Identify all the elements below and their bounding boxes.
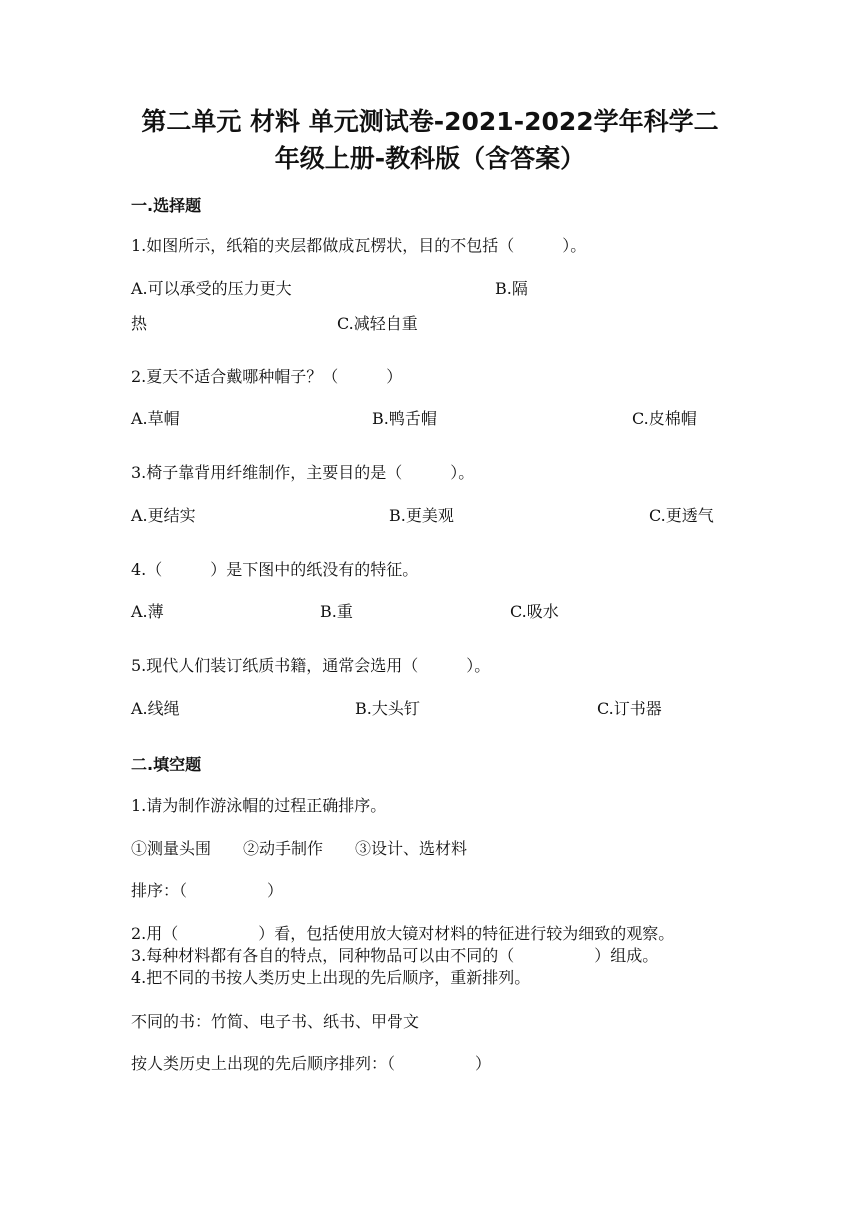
question-2-option-b: B.鸭舌帽 <box>372 409 437 428</box>
question-3-option-b: B.更美观 <box>389 506 454 525</box>
question-4-stem: 4.（ ）是下图中的纸没有的特征。 <box>131 560 419 579</box>
section-heading-choice: 一.选择题 <box>131 196 202 215</box>
question-2-option-a: A.草帽 <box>131 409 180 428</box>
question-3-option-c: C.更透气 <box>649 506 714 525</box>
title-line-2: 年级上册-教科版（含答案） <box>274 144 586 173</box>
question-2-stem: 2.夏天不适合戴哪种帽子？（ ） <box>131 367 403 386</box>
fill-question-4-books: 不同的书：竹简、电子书、纸书、甲骨文 <box>131 1012 420 1031</box>
document-title <box>60 103 800 177</box>
fill-question-1-answer: 排序：（ ） <box>131 881 284 900</box>
question-4-option-b: B.重 <box>320 602 353 621</box>
question-4-option-c: C.吸水 <box>510 602 559 621</box>
section-heading-fill-blank: 二.填空题 <box>131 755 202 774</box>
fill-question-1-steps: ①测量头围 ②动手制作 ③设计、选材料 <box>131 839 468 858</box>
fill-question-3: 3.每种材料都有各自的特点，同种物品可以由不同的（ ）组成。 <box>131 946 659 965</box>
fill-question-4-stem: 4.把不同的书按人类历史上出现的先后顺序，重新排列。 <box>131 968 531 987</box>
question-1-option-a: A.可以承受的压力更大 <box>131 279 292 298</box>
question-3-stem: 3.椅子靠背用纤维制作，主要目的是（ ）。 <box>131 463 475 482</box>
question-3-option-a: A.更结实 <box>131 506 196 525</box>
question-1-option-b-part1: B.隔 <box>495 279 528 298</box>
fill-question-1-stem: 1.请为制作游泳帽的过程正确排序。 <box>131 796 387 815</box>
question-1-option-c: C.减轻自重 <box>337 314 418 333</box>
question-5-option-b: B.大头钉 <box>355 699 420 718</box>
question-1-stem: 1.如图所示，纸箱的夹层都做成瓦楞状，目的不包括（ ）。 <box>131 236 587 255</box>
fill-question-4-answer: 按人类历史上出现的先后顺序排列：（ ） <box>131 1054 492 1073</box>
fill-question-2: 2.用（ ）看，包括使用放大镜对材料的特征进行较为细致的观察。 <box>131 924 675 943</box>
question-5-stem: 5.现代人们装订纸质书籍，通常会选用（ ）。 <box>131 656 491 675</box>
question-5-option-c: C.订书器 <box>597 699 662 718</box>
question-5-option-a: A.线绳 <box>131 699 180 718</box>
title-line-1: 第二单元 材料 单元测试卷-2021-2022学年科学二 <box>141 107 719 136</box>
question-4-option-a: A.薄 <box>131 602 164 621</box>
question-1-option-b-part2: 热 <box>131 314 148 333</box>
question-2-option-c: C.皮棉帽 <box>632 409 697 428</box>
